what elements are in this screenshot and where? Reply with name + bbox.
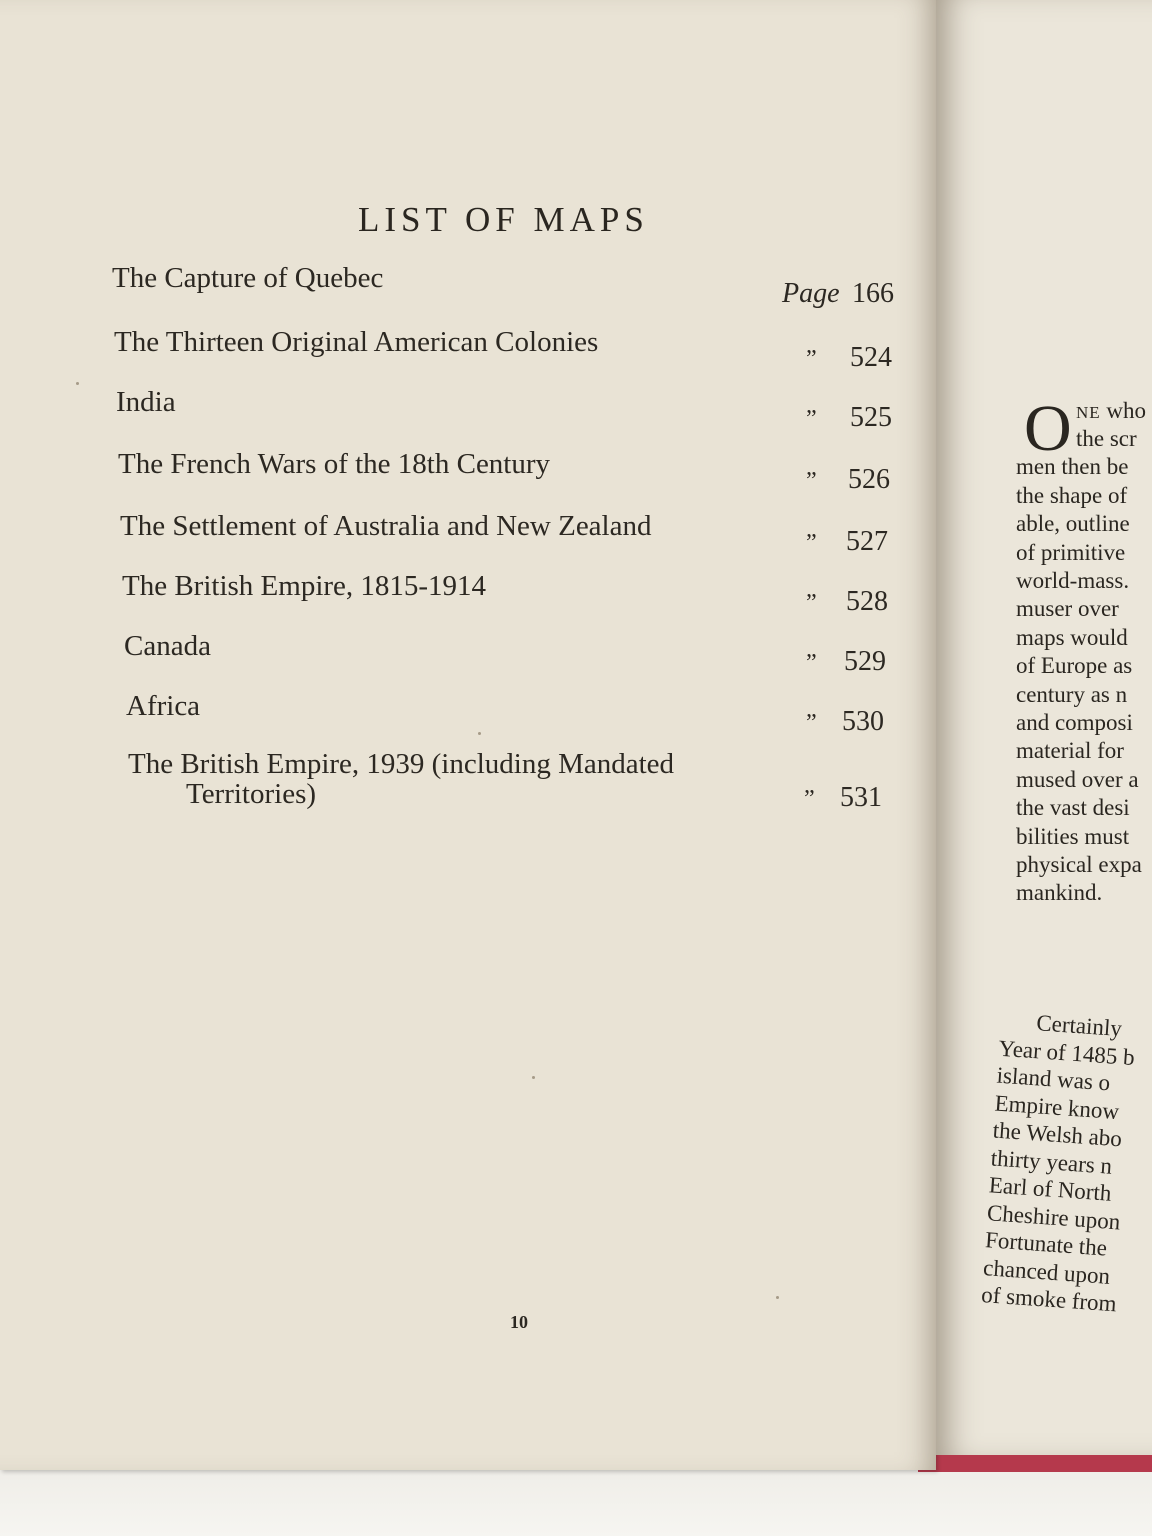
map-title-continuation: Territories) <box>186 778 317 810</box>
page-number: 524 <box>850 342 892 373</box>
ditto-mark: ” <box>806 710 817 736</box>
smallcaps-text: NE <box>1076 403 1101 422</box>
map-title: The British Empire, 1815-1914 <box>122 570 487 602</box>
text-line: and composi <box>1016 710 1133 735</box>
ditto-mark: ” <box>806 530 817 556</box>
page-number: 528 <box>846 586 888 617</box>
text-line: Earl of North <box>988 1172 1113 1206</box>
map-entry <box>118 448 900 518</box>
page-number: 527 <box>846 526 888 557</box>
paper-speck <box>76 382 79 385</box>
text-line: the shape of <box>1016 482 1128 508</box>
page-title: LIST OF MAPS <box>358 200 649 239</box>
page-number: 531 <box>840 782 882 813</box>
page-folio: 10 <box>510 1312 528 1332</box>
drop-cap: O <box>1024 392 1072 465</box>
text-line: the scr <box>1076 426 1137 451</box>
page-number: 529 <box>844 646 886 677</box>
map-entry <box>112 262 900 332</box>
page-number: 530 <box>842 706 884 737</box>
page-number: 166 <box>852 278 894 309</box>
text-line: of Europe as <box>1016 653 1133 679</box>
text-line: able, outline <box>1016 511 1130 537</box>
text-line: Year of 1485 b <box>997 1035 1136 1070</box>
text-line: material for <box>1016 738 1124 764</box>
page-number: 526 <box>848 464 890 495</box>
map-title: Africa <box>126 690 201 722</box>
text-line: bilities must <box>1016 823 1130 849</box>
paper-speck <box>532 1076 535 1079</box>
page-number: 525 <box>850 402 892 433</box>
text-line: Certainly <box>1035 1010 1123 1042</box>
map-title: The Thirteen Original American Colonies <box>114 326 599 358</box>
right-page <box>936 0 1152 1455</box>
text-line: mankind. <box>1016 880 1103 906</box>
ditto-mark: ” <box>806 346 817 372</box>
text-line: world-mass. <box>1016 568 1130 593</box>
ditto-mark: ” <box>804 786 815 812</box>
map-title: The Capture of Quebec <box>112 262 384 294</box>
text-line: island was o <box>995 1062 1112 1096</box>
text-line: maps would <box>1016 624 1128 650</box>
ditto-mark: ” <box>806 590 817 616</box>
map-title: Canada <box>124 630 211 662</box>
ditto-mark: ” <box>806 650 817 676</box>
text-line-rest: who <box>1106 398 1147 423</box>
paper-speck <box>776 1296 779 1299</box>
text-line: men then be <box>1016 454 1129 480</box>
map-entry <box>128 748 900 818</box>
ditto-mark: ” <box>806 468 817 494</box>
map-title: India <box>116 386 176 418</box>
text-line: of smoke from <box>980 1282 1118 1317</box>
paper-speck <box>478 732 481 735</box>
text-line: thirty years n <box>990 1144 1113 1179</box>
map-title: The Settlement of Australia and New Zealand <box>120 510 652 542</box>
text-line: the vast desi <box>1016 795 1130 821</box>
map-title: The French Wars of the 18th Century <box>118 448 551 480</box>
map-entry <box>116 386 900 456</box>
page-label: Page <box>782 278 840 309</box>
right-page-lower-text <box>936 0 1152 1455</box>
text-line: muser over <box>1016 596 1119 622</box>
text-line: Cheshire upon <box>986 1199 1122 1234</box>
ditto-mark: ” <box>806 406 817 432</box>
text-line: of primitive <box>1016 539 1126 565</box>
text-line: physical expa <box>1016 852 1142 877</box>
text-line: Empire know <box>993 1090 1120 1124</box>
text-line: the Welsh abo <box>992 1117 1123 1152</box>
text-line: Fortunate the <box>984 1227 1108 1261</box>
map-title: The British Empire, 1939 (including Mandated <box>128 748 675 780</box>
text-line: century as n <box>1016 681 1128 707</box>
text-line: chanced upon <box>982 1254 1111 1289</box>
text-line: mused over a <box>1016 766 1139 792</box>
